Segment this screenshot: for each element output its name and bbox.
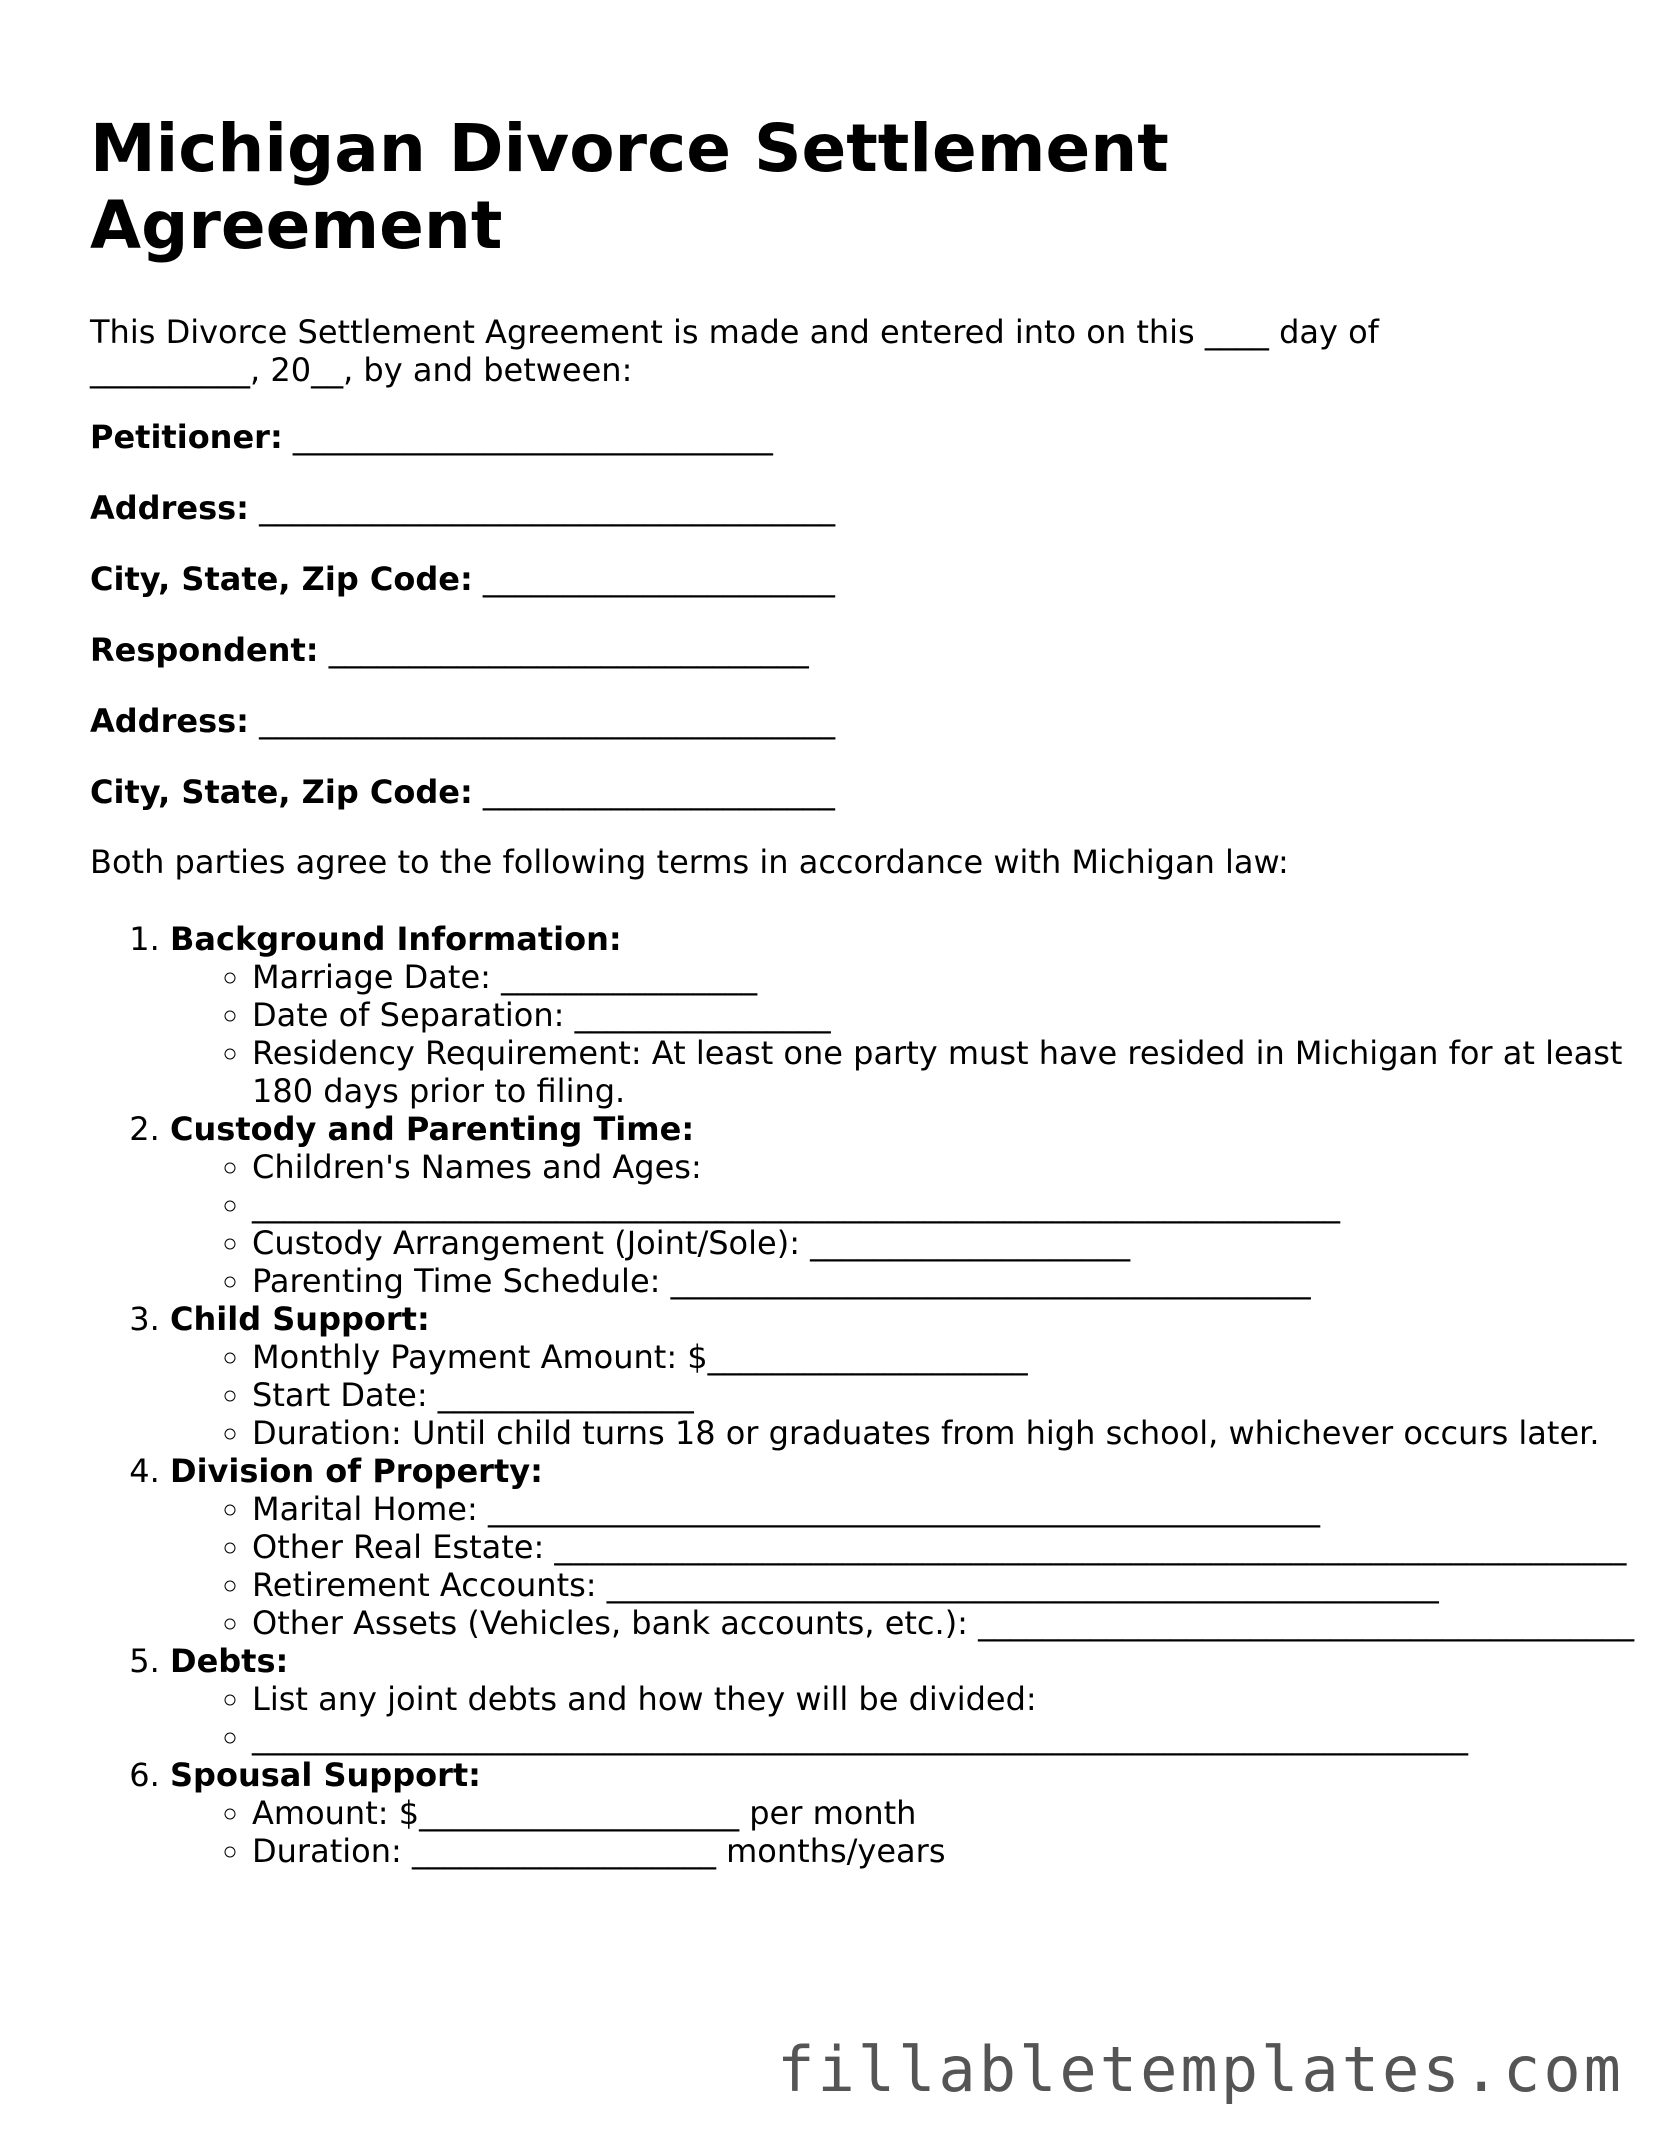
list-item[interactable]: ◦ Duration: ___________________ months/years <box>252 1832 1650 1870</box>
respondent-city-label: City, State, Zip Code: <box>90 773 473 811</box>
respondent-label: Respondent: <box>90 631 319 669</box>
watermark: fillabletemplates.com <box>777 2033 1624 2106</box>
section-custody <box>170 1110 1650 1300</box>
terms-list <box>90 920 1650 1870</box>
section-heading: Division of Property: <box>170 1452 543 1490</box>
section-child-support <box>170 1300 1650 1452</box>
list-item[interactable]: ◦ Parenting Time Schedule: ________________________________________ <box>252 1262 1650 1300</box>
petitioner-city-label: City, State, Zip Code: <box>90 560 473 598</box>
petitioner-address-blank[interactable]: ____________________________________ <box>259 489 836 527</box>
list-item[interactable]: ◦ Monthly Payment Amount: $____________________ <box>252 1338 1650 1376</box>
petitioner-address-label: Address: <box>90 489 249 527</box>
list-item: ◦ Duration: Until child turns 18 or graduates from high school, whichever occurs later. <box>252 1414 1650 1452</box>
respondent-field[interactable] <box>90 631 809 669</box>
petitioner-address-field[interactable] <box>90 489 835 527</box>
list-item: ◦ Children's Names and Ages: <box>252 1148 1650 1186</box>
respondent-city-field[interactable] <box>90 773 835 811</box>
section-debts <box>170 1642 1650 1756</box>
section-items <box>170 1490 1650 1642</box>
section-items <box>170 1680 1650 1756</box>
list-item[interactable]: ◦ Marital Home: ____________________________________________________ <box>252 1490 1650 1528</box>
list-item: ◦ List any joint debts and how they will be divided: <box>252 1680 1650 1718</box>
petitioner-field[interactable] <box>90 418 773 456</box>
respondent-blank[interactable]: ______________________________ <box>328 631 809 669</box>
petitioner-label: Petitioner: <box>90 418 283 456</box>
list-item[interactable]: ◦ ____________________________________________________________________ <box>252 1186 1650 1224</box>
section-items <box>170 1148 1650 1300</box>
list-item[interactable]: ◦ Start Date: ________________ <box>252 1376 1650 1414</box>
section-spousal-support <box>170 1756 1650 1870</box>
section-items <box>170 1338 1650 1452</box>
petitioner-city-blank[interactable]: ______________________ <box>482 560 835 598</box>
intro-paragraph: This Divorce Settlement Agreement is made and entered into on this ____ day of __________, 20__, by and between: <box>90 313 1379 389</box>
agreement-intro: Both parties agree to the following terms in accordance with Michigan law: <box>90 843 1289 881</box>
respondent-address-label: Address: <box>90 702 249 740</box>
list-item[interactable]: ◦ ____________________________________________________________________________ <box>252 1718 1650 1756</box>
list-item[interactable]: ◦ Other Assets (Vehicles, bank accounts, etc.): _________________________________________ <box>252 1604 1650 1642</box>
petitioner-blank[interactable]: ______________________________ <box>292 418 773 456</box>
list-item[interactable]: ◦ Custody Arrangement (Joint/Sole): ____________________ <box>252 1224 1650 1262</box>
page-title: Michigan Divorce Settlement Agreement <box>90 110 1169 264</box>
section-heading: Custody and Parenting Time: <box>170 1110 695 1148</box>
respondent-city-blank[interactable]: ______________________ <box>482 773 835 811</box>
list-item[interactable]: ◦ Date of Separation: ________________ <box>252 996 1650 1034</box>
list-item: ◦ Residency Requirement: At least one party must have resided in Michigan for at least 180 days prior to filing. <box>252 1034 1650 1110</box>
respondent-address-blank[interactable]: ____________________________________ <box>259 702 836 740</box>
section-heading: Debts: <box>170 1642 289 1680</box>
list-item[interactable]: ◦ Amount: $____________________ per month <box>252 1794 1650 1832</box>
list-item[interactable]: ◦ Retirement Accounts: ____________________________________________________ <box>252 1566 1650 1604</box>
section-heading: Child Support: <box>170 1300 430 1338</box>
list-item[interactable]: ◦ Marriage Date: ________________ <box>252 958 1650 996</box>
list-item[interactable]: ◦ Other Real Estate: ___________________________________________________________________ <box>252 1528 1650 1566</box>
section-heading: Spousal Support: <box>170 1756 481 1794</box>
section-items <box>170 958 1650 1110</box>
section-heading: Background Information: <box>170 920 622 958</box>
section-items <box>170 1794 1650 1870</box>
petitioner-city-field[interactable] <box>90 560 835 598</box>
section-property <box>170 1452 1650 1642</box>
section-background <box>170 920 1650 1110</box>
respondent-address-field[interactable] <box>90 702 835 740</box>
